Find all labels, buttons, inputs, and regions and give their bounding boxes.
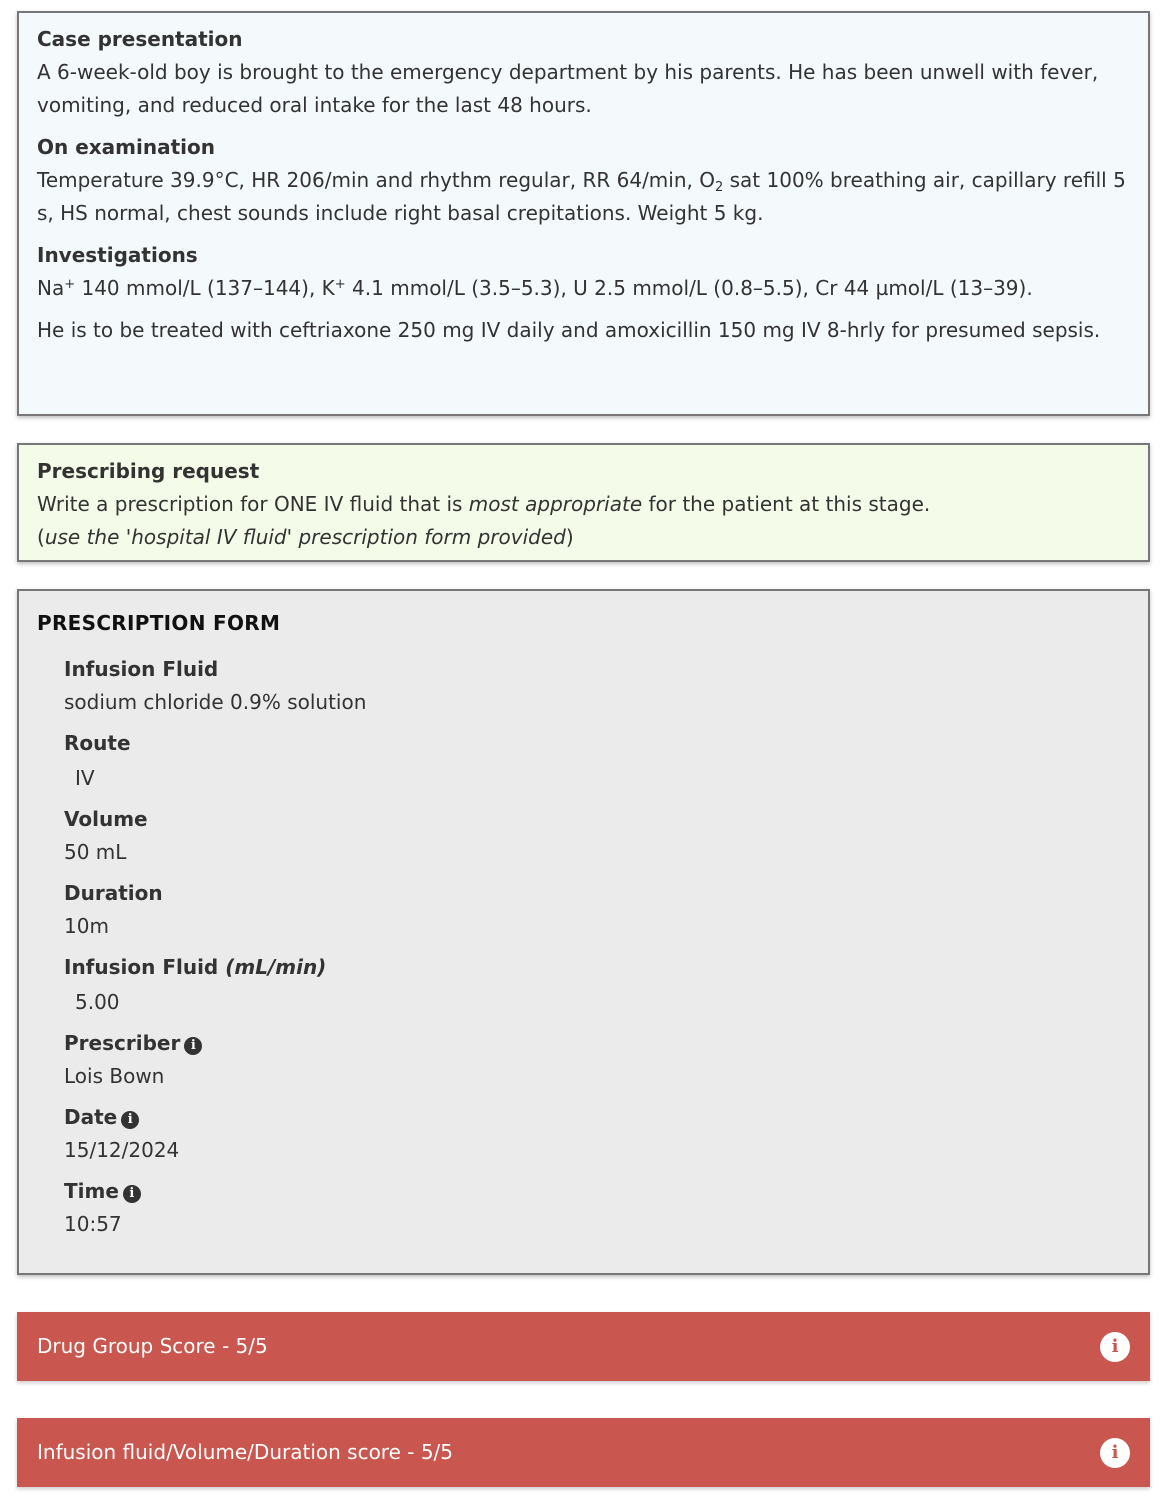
infusion-fluid-label: Infusion Fluid	[64, 657, 219, 681]
date-value: 15/12/2024	[64, 1138, 180, 1162]
prescriber-label: Prescriber	[64, 1031, 181, 1055]
drug-group-info-icon[interactable]: i	[1100, 1332, 1130, 1362]
route-value: IV	[75, 766, 95, 790]
field-duration	[64, 877, 1130, 943]
field-infusion-fluid	[64, 653, 1130, 719]
request-text: Write a prescription for ONE IV fluid that is most appropriate for the patient at this stage.	[37, 492, 931, 516]
infusion-score-text: Infusion fluid/Volume/Duration score - 5/5	[37, 1440, 454, 1464]
prescriber-value: Lois Bown	[64, 1064, 165, 1088]
treatment-text: He is to be treated with ceftriaxone 250 mg IV daily and amoxicillin 150 mg IV 8-hrly for presumed sepsis.	[37, 318, 1101, 342]
volume-value: 50 mL	[64, 840, 127, 864]
field-rate	[64, 951, 1130, 1019]
route-label: Route	[64, 731, 131, 755]
field-time	[64, 1175, 1130, 1241]
infusion-fluid-value: sodium chloride 0.9% solution	[64, 690, 367, 714]
investigations-heading: Investigations	[37, 243, 198, 267]
prescription-form	[17, 589, 1150, 1275]
field-date	[64, 1101, 1130, 1167]
field-volume	[64, 803, 1130, 869]
time-info-icon[interactable]: i	[123, 1185, 141, 1203]
rate-value: 5.00	[75, 990, 120, 1014]
infusion-score-bar[interactable]	[17, 1418, 1150, 1487]
drug-group-score-text: Drug Group Score - 5/5	[37, 1334, 268, 1358]
prescribing-request-panel	[17, 443, 1150, 562]
exam-text: Temperature 39.9°C, HR 206/min and rhythm regular, RR 64/min, $O_2$ sat 100% breathing air, capillary refill 5 s, HS normal, chest sounds include right basal crepitations. Weight 5 kg.	[37, 168, 1126, 225]
field-route	[64, 727, 1130, 795]
request-note: (use the 'hospital IV fluid' prescription form provided)	[37, 525, 574, 549]
duration-label: Duration	[64, 881, 163, 905]
volume-label: Volume	[64, 807, 148, 831]
date-info-icon[interactable]: i	[121, 1111, 139, 1129]
case-presentation-text: A 6-week-old boy is brought to the emergency department by his parents. He has been unwell with fever, vomiting, and reduced oral intake for the last 48 hours.	[37, 60, 1099, 117]
prescriber-info-icon[interactable]: i	[184, 1037, 202, 1055]
date-label: Date	[64, 1105, 118, 1129]
infusion-info-icon[interactable]: i	[1100, 1438, 1130, 1468]
exam-heading: On examination	[37, 135, 215, 159]
drug-group-score-bar[interactable]	[17, 1312, 1150, 1381]
request-heading: Prescribing request	[37, 459, 260, 483]
rate-label: Infusion Fluid (mL/min)	[64, 955, 327, 979]
investigations-text: Na+ 140 mmol/L (137–144), K+ 4.1 mmol/L (3.5–5.3), U 2.5 mmol/L (0.8–5.5), Cr 44 µmol/L (13–39).	[37, 276, 1033, 300]
case-panel	[17, 11, 1150, 416]
time-value: 10:57	[64, 1212, 122, 1236]
time-label: Time	[64, 1179, 119, 1203]
case-presentation-heading: Case presentation	[37, 27, 243, 51]
form-title: PRESCRIPTION FORM	[37, 611, 281, 635]
field-prescriber	[64, 1027, 1130, 1093]
duration-value: 10m	[64, 914, 109, 938]
